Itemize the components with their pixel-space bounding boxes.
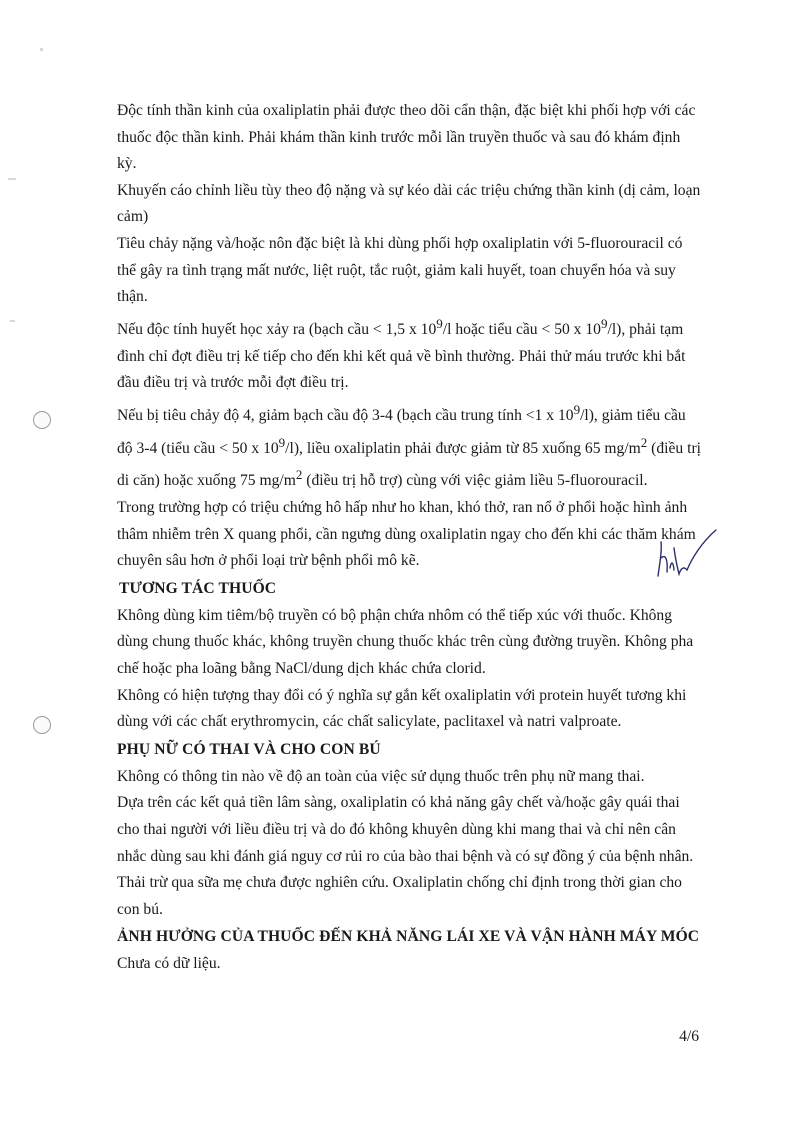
paragraph-hematologic-toxicity: Nếu độc tính huyết học xảy ra (bạch cầu < 1,5 x $10^9/l$ hoặc tiểu cầu < 50 x $10^9/l$), phải tạm đình chỉ đợt điều trị kế tiếp cho đến khi kết quả về bình thường. Phải thử máu trước khi bắt đầu điều trị và trước mỗi đợt điều trị.: [117, 315, 686, 392]
heading-drug-interactions: TƯƠNG TÁC THUỐC: [119, 579, 277, 597]
paragraph-dose-adjustment: Khuyến cáo chỉnh liều tùy theo độ nặng và sự kéo dài các triệu chứng thần kinh (dị cảm, loạn cảm): [117, 181, 701, 226]
scan-speck: [8, 178, 16, 180]
paragraph-diarrhea: Tiêu chảy nặng và/hoặc nôn đặc biệt là khi dùng phối hợp oxaliplatin với 5-fluorouracil có thể gây ra tình trạng mất nước, liệt ruột, tắc ruột, giảm kali huyết, toan chuyển hóa và suy thận.: [117, 234, 683, 306]
paragraph-driving-1: Chưa có dữ liệu.: [117, 955, 221, 973]
scan-speck: [10, 320, 15, 322]
paragraph-pregnancy-3: Thải trừ qua sữa mẹ chưa được nghiên cứu. Oxaliplatin chống chỉ định trong thời gian cho con bú.: [117, 874, 682, 918]
paragraph-neurotoxicity: Độc tính thần kinh của oxaliplatin phải được theo dõi cẩn thận, đặc biệt khi phối hợp với các thuốc độc thần kinh. Phải khám thần kinh trước mỗi lần truyền thuốc và sau đó khám định kỳ.: [117, 102, 696, 173]
scan-speck: [40, 48, 43, 51]
punch-hole-lower: [33, 716, 51, 734]
punch-hole-upper: [33, 411, 51, 429]
heading-driving-machinery: ẢNH HƯỞNG CỦA THUỐC ĐẾN KHẢ NĂNG LÁI XE VÀ VẬN HÀNH MÁY MÓC: [117, 928, 700, 946]
paragraph-respiratory: Trong trường hợp có triệu chứng hô hấp như ho khan, khó thở, ran nổ ở phổi hoặc hình ảnh thâm nhiễm trên X quang phổi, cần ngưng dùng oxaliplatin ngay cho đến khi các thăm khám chuyên sâu hơn ở phổi loại trừ bệnh phổi mô kẽ.: [117, 499, 696, 570]
page-number: 4/6: [679, 1028, 699, 1045]
heading-pregnancy-lactation: PHỤ NỮ CÓ THAI VÀ CHO CON BÚ: [117, 740, 381, 758]
paragraph-interactions-1: Không dùng kim tiêm/bộ truyền có bộ phận chứa nhôm có thể tiếp xúc với thuốc. Không dùng chung thuốc khác, không truyền chung thuốc khác trên cùng đường truyền. Không pha chế hoặc pha loãng bằng NaCl/dung dịch khác chứa clorid.: [117, 606, 694, 678]
document-body: [117, 98, 703, 978]
paragraph-pregnancy-2: Dựa trên các kết quả tiền lâm sàng, oxaliplatin có khả năng gây chết và/hoặc gây quái thai cho thai người với liều điều trị và do đó không khuyên dùng khi mang thai và chỉ nên cân nhắc dùng sau khi đánh giá nguy cơ rủi ro của bào thai bệnh và có sự đồng ý của bệnh nhân.: [117, 794, 694, 865]
paragraph-dose-reduction: Nếu bị tiêu chảy độ 4, giảm bạch cầu độ 3-4 (bạch cầu trung tính <1 x $10^9/l$), giảm tiểu cầu độ 3-4 (tiểu cầu < 50 x $10^9/l$), liều oxaliplatin phải được giảm từ 85 xuống 65 $mg/m^2$ (điều trị di căn) hoặc xuống 75 $mg/m^2$ (điều trị hỗ trợ) cùng với việc giảm liều 5-fluorouracil.: [117, 401, 701, 490]
paragraph-interactions-2: Không có hiện tượng thay đổi có ý nghĩa sự gắn kết oxaliplatin với protein huyết tương khi dùng với các chất erythromycin, các chất salicylate, paclitaxel và natri valproate.: [117, 686, 687, 731]
paragraph-pregnancy-1: Không có thông tin nào về độ an toàn của việc sử dụng thuốc trên phụ nữ mang thai.: [117, 767, 645, 785]
